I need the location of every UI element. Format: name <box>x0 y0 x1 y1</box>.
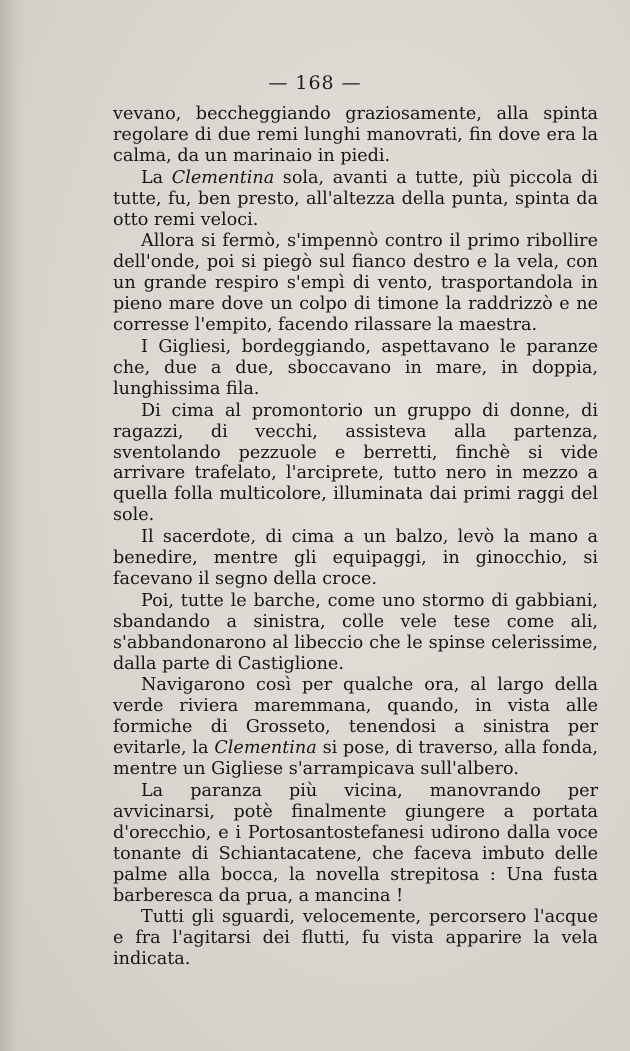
paragraph <box>113 591 598 675</box>
paragraph-text: Navigarono così per qualche ora, al largo della verde riviera maremmana, quando, in vista alle formiche di Grosseto, tenendosi a sinistra per evitarle, la <box>113 675 598 759</box>
paragraph <box>113 401 598 526</box>
paragraph-text: La paranza più vicina, manovrando per avvicinarsi, potè finalmente giungere a portata d'orecchio, e i Portosantostefanesi udirono dalla voce tonante di Schiantacatene, che faceva imbuto delle palme alla bocca, la novella strepitosa : Una fusta barberesca da prua, a mancina ! <box>113 781 598 906</box>
paragraph-text: Di cima al promontorio un gruppo di donne, di ragazzi, di vecchi, assisteva alla partenza, sventolando pezzuole e berretti, finchè si vide arrivare trafelato, l'arciprete, tutto nero in mezzo a quella folla multicolore, illuminata dai primi raggi del sole. <box>113 400 598 526</box>
paragraph <box>113 337 598 400</box>
paragraph-text: Il sacerdote, di cima a un balzo, levò la mano a benedire, mentre gli equipaggi, in ginocchio, si facevano il segno della croce. <box>113 527 598 589</box>
paragraph-text: vevano, beccheggiando graziosamente, alla spinta regolare di due remi lunghi manovrati, fin dove era la calma, da un marinaio in piedi. <box>113 104 598 166</box>
paragraph-text: Allora si fermò, s'impennò contro il primo ribollire dell'onde, poi si piegò sul fianco destro e la vela, con un grande respiro s'empì di vento, trasportandola in pieno mare dove un colpo di timone la raddrizzò e ne corresse l'empito, facendo rilassare la maestra. <box>113 231 598 336</box>
paragraph <box>113 231 598 336</box>
ship-name: Clementina <box>171 167 275 188</box>
paragraph-text: si pose, di traverso, alla fonda, mentre un Gigliese s'arrampicava sull'albero. <box>113 738 598 780</box>
paragraph-text: I Gigliesi, bordeggiando, aspettavano le paranze che, due a due, sboccavano in mare, in doppia, lunghissima fila. <box>113 336 598 399</box>
paragraph <box>113 907 598 970</box>
paragraph-text: La <box>141 167 172 188</box>
paragraph <box>113 675 598 780</box>
paragraph <box>113 168 598 231</box>
body-text <box>113 104 598 970</box>
paragraph-text: sola, avanti a tutte, più piccola di tutte, fu, ben presto, all'altezza della punta, spinta da otto remi veloci. <box>113 167 599 230</box>
paragraph-text: Poi, tutte le barche, come uno stormo di gabbiani, sbandando a sinistra, colle vele tese come ali, s'abbandonarono al libeccio che le spinse celerissime, dalla parte di Castiglione. <box>113 590 598 674</box>
paragraph <box>113 527 598 590</box>
ship-name: Clementina <box>214 738 317 759</box>
paragraph <box>113 104 598 167</box>
page-number: — 168 — <box>268 72 362 94</box>
paragraph <box>113 781 598 906</box>
page-gutter-shadow <box>0 0 26 1051</box>
paragraph-text: Tutti gli sguardi, velocemente, percorsero l'acque e fra l'agitarsi dei flutti, fu vista apparire la vela indicata. <box>113 907 598 970</box>
